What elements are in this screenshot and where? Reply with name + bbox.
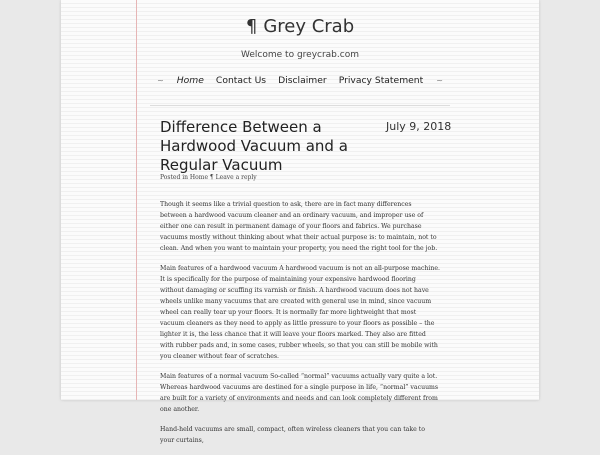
post-meta-prefix: Posted in [160, 174, 188, 181]
post-title[interactable]: Difference Between a Hardwood Vacuum and a Regular Vacuum [160, 118, 348, 174]
site-title[interactable] [0, 16, 600, 37]
main-navigation [0, 75, 600, 86]
paper-margin-line-left [136, 0, 137, 400]
pilcrow-icon: ¶ [245, 16, 258, 37]
header-divider [150, 105, 450, 106]
nav-item-disclaimer[interactable]: Disclaimer [278, 75, 327, 86]
content-paragraph: Though it seems like a trivial question to ask, there are in fact many differences between a hardwood vacuum cleaner and an ordinary vacuum, and improper use of either one can result in permanent damage of your floors and fabrics. We purchase vacuums mostly without thinking about what their actual purpose is: to maintain, not to clean. And when you want to maintain your property, you need the right tool for the job. [160, 201, 438, 252]
post-date[interactable]: July 9, 2018 [386, 120, 452, 133]
nav-item-home[interactable]: Home [176, 75, 204, 86]
meta-pilcrow-icon: ¶ [209, 174, 214, 181]
content-paragraph: Main features of a normal vacuum So-called “normal” vacuums actually vary quite a lot. Whereas hardwood vacuums are destined for a single purpose in life, “normal” vacuums are built for a variety of environments and needs and can look completely different from one another. [160, 373, 439, 413]
nav-item-contact-us[interactable]: Contact Us [215, 75, 267, 86]
site-title-text[interactable]: Grey Crab [263, 16, 355, 37]
site-description: Welcome to greycrab.com [241, 50, 359, 60]
nav-separator-left: ~ [157, 76, 164, 85]
post-content [160, 199, 440, 455]
post-meta [160, 174, 257, 181]
category-link[interactable]: Home [189, 174, 208, 181]
leave-reply-link[interactable]: Leave a reply [215, 174, 257, 181]
nav-separator-right: ~ [436, 76, 443, 85]
content-paragraph: Main features of a hardwood vacuum A hardwood vacuum is not an all-purpose machine. It is specifically for the purpose of maintaining your expensive hardwood flooring without damaging or scuffing its varnish or finish. A hardwood vacuum does not have wheels unlike many vacuums that are created with general use in mind, since vacuum wheel can really tear up your floors. It is normally far more lightweight that most vacuum cleaners as they need to apply as little pressure to your floors as possible – the lighter it is, the less chance that it will leave your floors marked. They also are fitted with rubber pads and, in some cases, rubber wheels, so that you can still be mobile with you cleaner without fear of scratches. [160, 265, 440, 360]
content-paragraph: Hand-held vacuums are small, compact, often wireless cleaners that you can take to your curtains, [160, 426, 425, 444]
nav-item-privacy-statement[interactable]: Privacy Statement [338, 75, 424, 86]
